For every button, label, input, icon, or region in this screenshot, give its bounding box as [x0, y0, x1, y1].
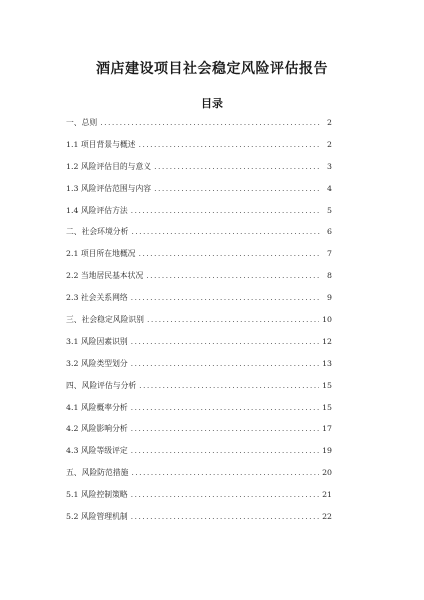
toc-leader-dots: [138, 140, 321, 149]
toc-entry[interactable]: [66, 511, 332, 533]
toc-leader-dots: [131, 206, 321, 215]
toc-entry-label: 5.1 风险控制策略: [66, 490, 128, 500]
toc-entry[interactable]: [66, 489, 332, 511]
toc-entry[interactable]: [66, 380, 332, 402]
toc-entry-page: 10: [322, 315, 332, 325]
toc-leader-dots: [131, 446, 319, 455]
toc-entry-label: 二、社会环境分析: [66, 227, 129, 237]
toc-entry-label: 一、总则: [66, 118, 98, 127]
toc-entry-page: 19: [322, 446, 332, 456]
toc-leader-dots: [131, 424, 319, 433]
toc-entry[interactable]: [66, 270, 332, 292]
toc-entry-label: 五、风险防范措施: [66, 468, 129, 478]
toc-entry[interactable]: [66, 248, 332, 270]
toc-leader-dots: [154, 184, 321, 193]
toc-entry[interactable]: [66, 402, 332, 424]
toc-leader-dots: [131, 468, 319, 477]
toc-leader-dots: [131, 512, 319, 521]
toc-entry-page: 13: [322, 358, 332, 368]
toc-entry-label: 1.4 风险评估方法: [66, 205, 128, 215]
toc-leader-dots: [131, 293, 321, 302]
toc-leader-dots: [100, 118, 321, 127]
toc-leader-dots: [138, 249, 321, 258]
toc-entry-page: 20: [322, 468, 332, 478]
toc-entry-page: 9: [327, 293, 332, 303]
toc-entry-page: 2: [327, 118, 332, 127]
toc-entry[interactable]: [66, 292, 332, 314]
toc-entry-page: 2: [327, 139, 332, 149]
toc-entry-label: 1.3 风险评估范围与内容: [66, 183, 152, 193]
toc-entry[interactable]: [66, 205, 332, 227]
toc-leader-dots: [154, 162, 321, 171]
toc-entry-label: 3.2 风险类型划分: [66, 358, 128, 368]
toc-leader-dots: [131, 337, 319, 346]
toc-entry[interactable]: [66, 314, 332, 336]
toc-entry-page: 5: [327, 205, 332, 215]
toc-entry-page: 3: [327, 161, 332, 171]
toc-entry[interactable]: [66, 445, 332, 467]
toc-entry-page: 4: [327, 183, 332, 193]
toc-entry-page: 15: [322, 380, 332, 390]
toc-entry-label: 4.3 风险等级评定: [66, 446, 128, 456]
toc-entry-page: 21: [322, 490, 332, 500]
toc-leader-dots: [139, 381, 319, 390]
toc-entry-label: 2.3 社会关系网络: [66, 293, 128, 303]
toc-entry[interactable]: [66, 139, 332, 161]
toc-entry-label: 1.2 风险评估目的与意义: [66, 161, 152, 171]
toc-entry-page: 12: [322, 336, 332, 346]
toc-entry-label: 3.1 风险因素识别: [66, 336, 128, 346]
table-of-contents: [66, 117, 332, 533]
toc-entry-page: 6: [327, 227, 332, 237]
toc-entry-label: 三、社会稳定风险识别: [66, 315, 144, 325]
toc-entry[interactable]: [66, 423, 332, 445]
toc-leader-dots: [131, 490, 319, 499]
toc-entry-label: 1.1 项目背景与概述: [66, 139, 136, 149]
toc-entry-page: 15: [322, 402, 332, 412]
document-title: 酒店建设项目社会稳定风险评估报告: [96, 61, 328, 77]
toc-entry[interactable]: [66, 358, 332, 380]
toc-leader-dots: [147, 315, 319, 324]
toc-entry-page: 17: [322, 424, 332, 434]
toc-entry-page: 8: [327, 271, 332, 281]
toc-entry-page: 22: [322, 512, 332, 522]
toc-entry-label: 2.2 当地居民基本状况: [66, 271, 144, 281]
toc-entry[interactable]: [66, 183, 332, 205]
toc-leader-dots: [146, 271, 321, 280]
toc-entry-label: 四、风险评估与分析: [66, 380, 137, 390]
toc-entry[interactable]: [66, 161, 332, 183]
toc-entry-label: 2.1 项目所在地概况: [66, 249, 136, 259]
toc-leader-dots: [131, 403, 319, 412]
toc-entry[interactable]: [66, 117, 332, 139]
toc-entry-page: 7: [327, 249, 332, 259]
toc-entry-label: 5.2 风险管理机制: [66, 512, 128, 522]
toc-entry-label: 4.2 风险影响分析: [66, 424, 128, 434]
toc-entry[interactable]: [66, 226, 332, 248]
toc-entry-label: 4.1 风险概率分析: [66, 402, 128, 412]
toc-entry[interactable]: [66, 336, 332, 358]
toc-leader-dots: [131, 359, 319, 368]
toc-entry[interactable]: [66, 467, 332, 489]
toc-heading: 目录: [201, 97, 223, 110]
toc-leader-dots: [131, 227, 321, 236]
